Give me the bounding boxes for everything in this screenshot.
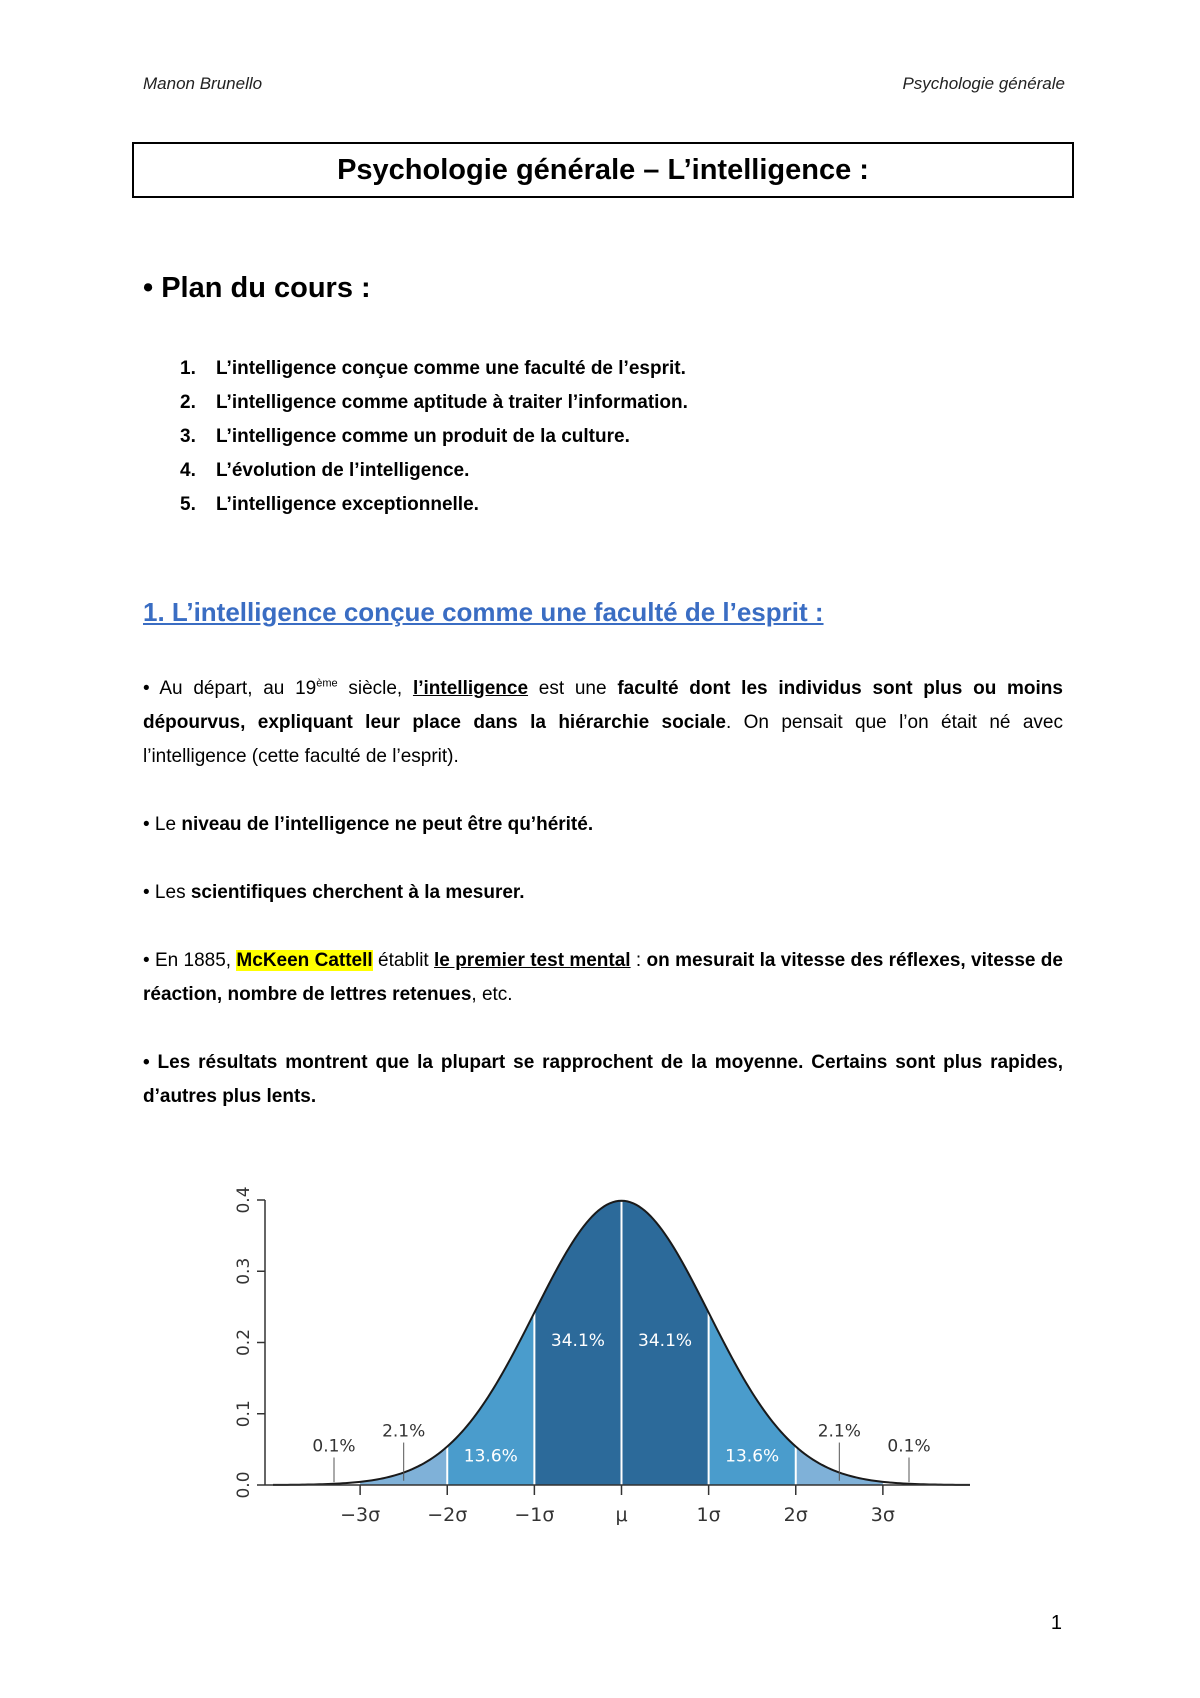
- header-course: Psychologie générale: [902, 74, 1065, 93]
- x-tick-label: 2σ: [783, 1504, 808, 1526]
- bold-text: faculté dont les individus sont plus ou moins dépourvus, expliquant leur place dans la hiérarchie sociale: [143, 678, 1063, 733]
- y-tick-label: 0.0: [234, 1471, 254, 1499]
- x-tick-label: 1σ: [696, 1504, 721, 1526]
- bold-text: niveau de l’intelligence ne peut être qu’hérité.: [181, 814, 594, 835]
- bold-text: on mesurait la vitesse des réflexes, vitesse de réaction, nombre de lettres retenues: [143, 950, 1063, 1005]
- tail-percent-label: 0.1%: [887, 1436, 931, 1457]
- tail-percent-label: 0.1%: [312, 1436, 356, 1457]
- plan-item: [180, 390, 688, 424]
- plan-item-number: 2.: [180, 392, 196, 413]
- underlined-term: le premier test mental: [434, 950, 631, 971]
- highlighted-name: McKeen Cattell: [236, 950, 373, 971]
- region-percent-label: 34.1%: [638, 1331, 693, 1352]
- region-percent-label: 13.6%: [725, 1446, 780, 1467]
- plan-item-number: 3.: [180, 426, 196, 447]
- x-tick-label: μ: [615, 1504, 628, 1526]
- text-run: • En 1885,: [143, 950, 237, 971]
- underlined-term: l’intelligence: [412, 678, 529, 699]
- plan-item-text: L’intelligence comme aptitude à traiter l’information.: [216, 392, 688, 413]
- header-author: Manon Brunello: [143, 74, 263, 93]
- text-run: . On pensait que l’on était né avec l’intelligence (cette faculté de l’esprit).: [143, 712, 1063, 767]
- plan-heading: • Plan du cours :: [143, 272, 371, 304]
- section-title: 1. L’intelligence conçue comme une faculté de l’esprit :: [143, 597, 824, 627]
- paragraph-measure: [143, 876, 1063, 910]
- plan-item-number: 1.: [180, 358, 196, 379]
- x-tick-label: −3σ: [340, 1504, 381, 1526]
- plan-item: [180, 424, 688, 458]
- title-box: [132, 142, 1074, 198]
- region-percent-label: 13.6%: [463, 1446, 518, 1467]
- page-number: 1: [1050, 1612, 1062, 1634]
- plan-item-text: L’intelligence exceptionnelle.: [216, 494, 479, 515]
- plan-item-number: 4.: [180, 460, 196, 481]
- y-tick-label: 0.4: [234, 1186, 254, 1214]
- plan-item: [180, 492, 688, 526]
- region-percent-label: 2.1%: [817, 1421, 861, 1442]
- normal-distribution-chart: [225, 1180, 985, 1560]
- text-run: est une: [528, 678, 618, 699]
- plan-item: [180, 356, 688, 390]
- plan-item: [180, 458, 688, 492]
- x-tick-label: −1σ: [514, 1504, 555, 1526]
- text-run: siècle,: [337, 678, 413, 699]
- paragraph-cattell: [143, 944, 1063, 1012]
- region-percent-label: 2.1%: [382, 1421, 426, 1442]
- y-tick-label: 0.3: [234, 1257, 254, 1285]
- x-tick-label: −2σ: [427, 1504, 468, 1526]
- plan-item-text: L’intelligence comme un produit de la culture.: [216, 426, 630, 447]
- superscript: ème: [316, 677, 338, 690]
- text-run: :: [630, 950, 647, 971]
- page-title: Psychologie générale – L’intelligence :: [337, 153, 869, 186]
- text-run: , etc.: [471, 984, 513, 1005]
- y-tick-label: 0.2: [234, 1328, 254, 1357]
- y-tick-label: 0.1: [234, 1400, 254, 1428]
- paragraph-heredity: [143, 808, 1063, 842]
- text-run: établit: [372, 950, 435, 971]
- text-run: • Au départ, au 19: [143, 678, 317, 699]
- plan-item-text: L’évolution de l’intelligence.: [216, 460, 470, 481]
- text-run: • Les: [143, 882, 191, 903]
- x-tick-label: 3σ: [870, 1504, 895, 1526]
- text-run: • Le: [143, 814, 182, 835]
- plan-item-text: L’intelligence conçue comme une faculté de l’esprit.: [216, 358, 686, 379]
- region-percent-label: 34.1%: [550, 1331, 605, 1352]
- plan-item-number: 5.: [180, 494, 196, 515]
- paragraph-results: • Les résultats montrent que la plupart se rapprochent de la moyenne. Certains sont plus rapides, d’autres plus lents.: [143, 1052, 1063, 1107]
- paragraph-origins: [143, 672, 1063, 774]
- plan-list: [180, 356, 688, 526]
- bold-text: scientifiques cherchent à la mesurer.: [190, 882, 525, 903]
